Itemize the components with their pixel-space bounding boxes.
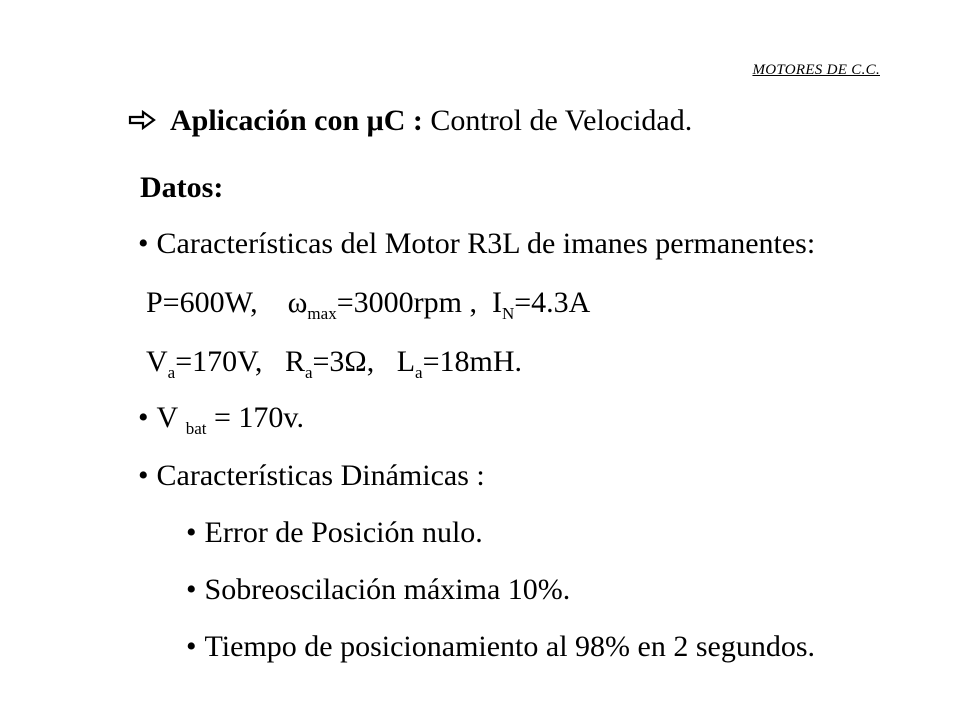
title-rest: Control de Velocidad. [430, 104, 693, 137]
sub-item-settling-time [186, 629, 815, 665]
outline-right-arrow-icon [128, 110, 156, 130]
vbat-symbol: V [156, 401, 179, 434]
bullet: • [186, 516, 197, 549]
power-p: P=600W, [146, 286, 258, 319]
bullet: • [186, 573, 197, 606]
bullet: • [138, 227, 149, 260]
dynamics-text: Características Dinámicas : [156, 459, 485, 492]
motor-text: Características del Motor R3L de imanes permanentes: [156, 227, 816, 260]
resistance-symbol: R [284, 345, 305, 378]
list-item-vbat [138, 400, 304, 436]
inductance-subscript: a [415, 363, 423, 382]
inductance-symbol: L [396, 345, 416, 378]
sub-item-text: Tiempo de posicionamiento al 98% en 2 segundos. [204, 630, 816, 663]
title-mu: μ [366, 104, 384, 137]
sub-item-error [186, 515, 483, 551]
current-symbol: I [491, 286, 502, 319]
voltage-subscript: a [167, 363, 176, 382]
bullet: • [138, 401, 149, 434]
title-bold-suffix: C : [383, 104, 423, 137]
vbat-subscript: bat [185, 419, 207, 438]
resistance-value: =3Ω, [312, 345, 375, 378]
voltage-value: =170V, [175, 345, 263, 378]
omega-subscript: max [307, 304, 337, 323]
sub-item-overshoot [186, 572, 570, 608]
power-line [146, 285, 590, 321]
electrical-line [146, 344, 522, 380]
list-item-motor [138, 226, 815, 262]
list-item-dynamics [138, 458, 485, 494]
sub-item-text: Sobreoscilación máxima 10%. [204, 573, 571, 606]
bullet: • [138, 459, 149, 492]
sub-item-text: Error de Posición nulo. [204, 516, 483, 549]
page-title [128, 104, 692, 138]
resistance-subscript: a [304, 363, 313, 382]
voltage-symbol: V [146, 345, 168, 378]
inductance-value: =18mH. [422, 345, 523, 378]
title-bold-prefix: Aplicación con [170, 104, 360, 137]
bullet: • [186, 630, 197, 663]
current-subscript: N [501, 304, 515, 323]
vbat-value: = 170v. [213, 401, 304, 434]
header-tag: MOTORES DE C.C. [752, 62, 880, 78]
current-value: =4.3A [514, 286, 591, 319]
datos-heading: Datos: [140, 171, 224, 204]
omega-value: =3000rpm , [336, 286, 477, 319]
omega-symbol: ω [287, 286, 308, 319]
